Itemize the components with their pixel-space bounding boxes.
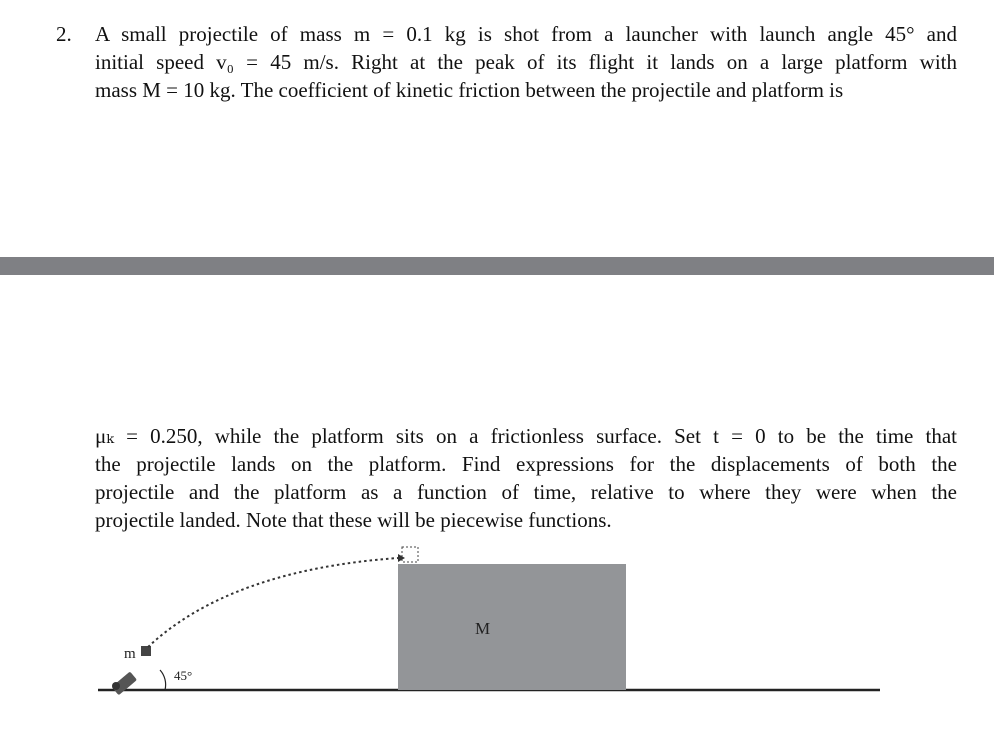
problem-line: the projectile lands on the platform. Find expressions for the displacements of both the: [95, 452, 957, 476]
problem-text-part-1: [95, 20, 957, 104]
problem-line: projectile and the platform as a function of time, relative to where they were when the: [95, 480, 957, 504]
launcher-icon: [112, 671, 137, 695]
platform-block: [398, 564, 626, 690]
projectile-mass: [141, 646, 151, 656]
question-number: 2.: [56, 22, 72, 46]
trajectory-path: [148, 558, 398, 647]
problem-line: initial speed v₀ = 45 m/s. Right at the peak of its flight it lands on a large platform with: [95, 50, 957, 74]
projectile-platform-figure: [0, 540, 994, 744]
problem-line: A small projectile of mass m = 0.1 kg is shot from a launcher with launch angle 45° and: [95, 22, 957, 46]
page-divider-bar: [0, 257, 994, 275]
problem-line: mass M = 10 kg. The coefficient of kinetic friction between the projectile and platform is: [95, 78, 844, 102]
platform-label: M: [475, 619, 491, 638]
problem-text-part-2: [95, 422, 957, 534]
angle-arc: [160, 670, 166, 690]
problem-line: μₖ = 0.250, while the platform sits on a frictionless surface. Set t = 0 to be the time that: [95, 424, 957, 448]
landing-position-marker: [402, 547, 418, 562]
mass-label: m: [124, 646, 136, 662]
problem-line: projectile landed. Note that these will be piecewise functions.: [95, 508, 612, 532]
angle-label: 45°: [174, 668, 193, 683]
